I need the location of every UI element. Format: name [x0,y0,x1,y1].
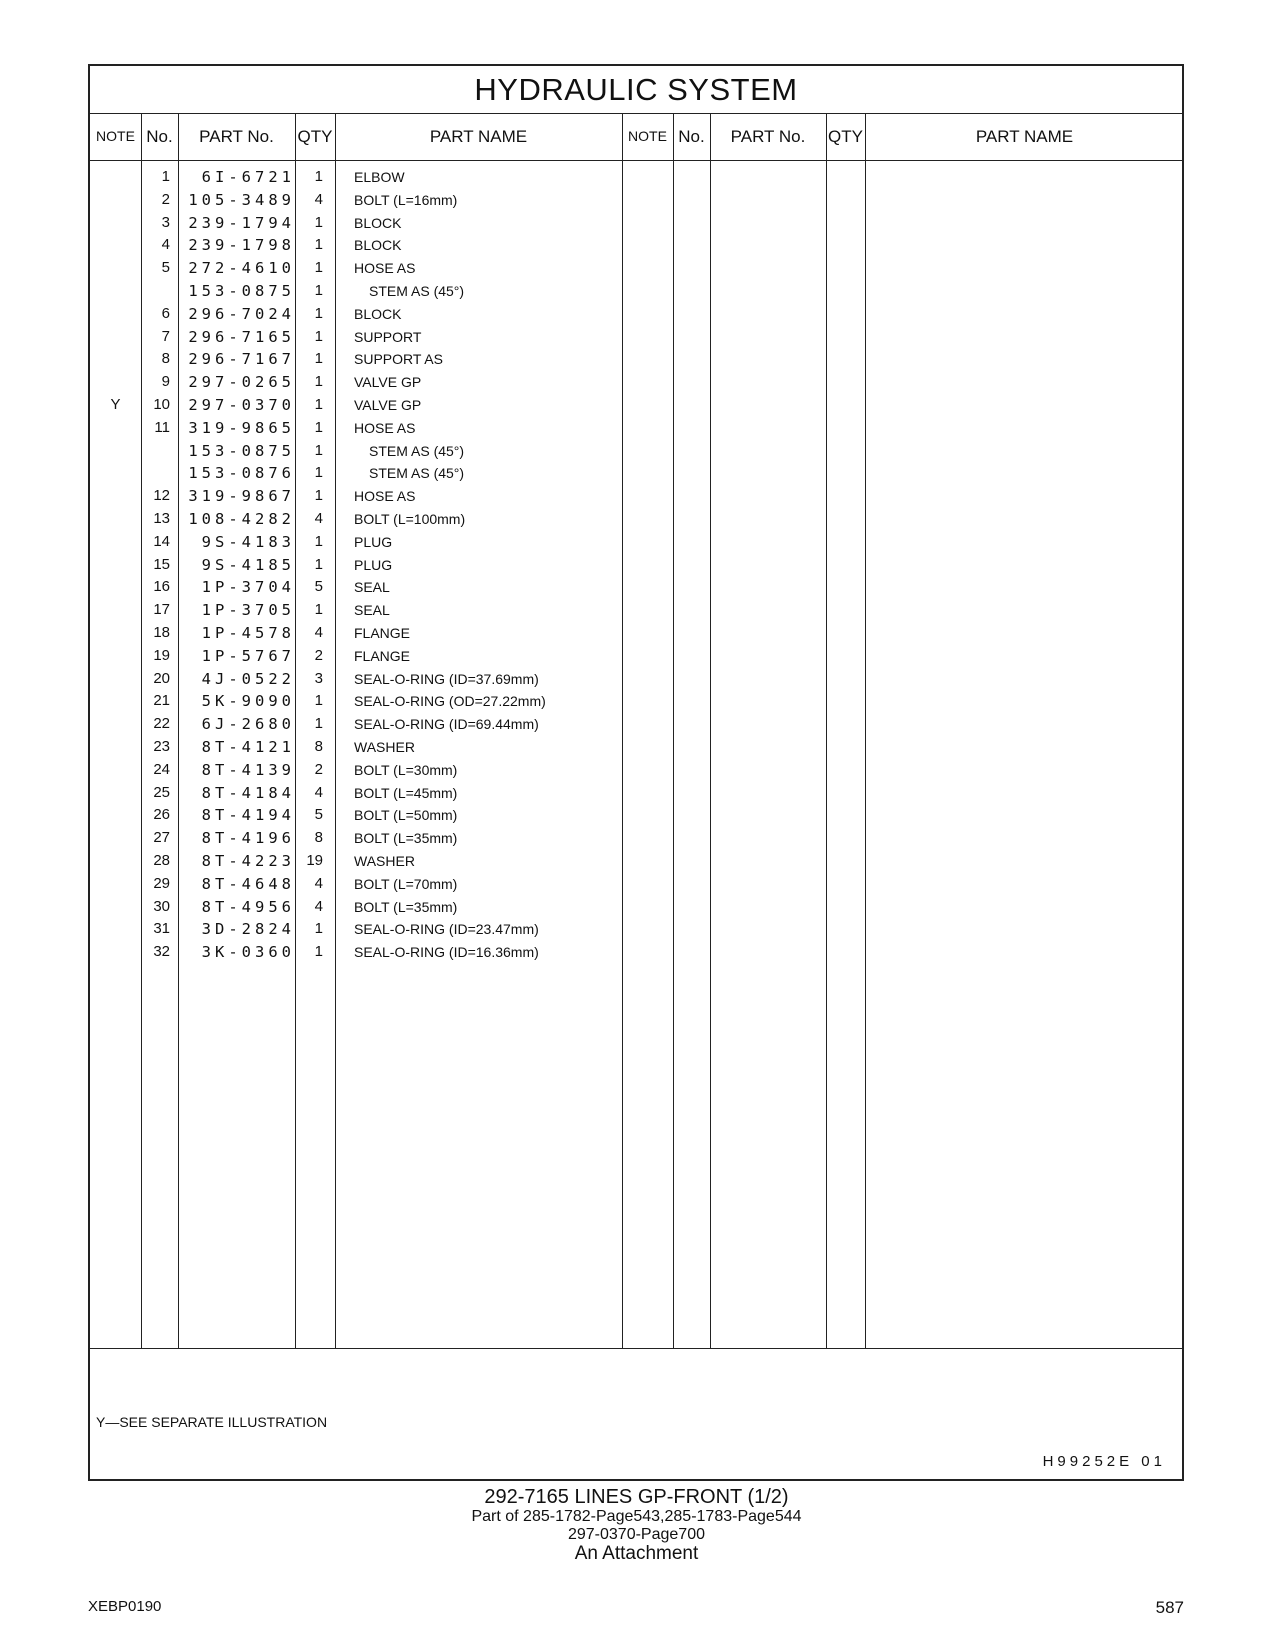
row-part-name: HOSE AS [354,260,416,277]
table-row [90,417,1182,440]
table-row [90,782,1182,805]
row-part-number: 8T-4956 [201,897,295,916]
row-part-name: STEM AS (45°) [369,465,465,482]
row-part-number: 239-1798 [188,236,295,255]
row-quantity: 1 [314,168,323,185]
row-note [90,189,141,212]
row-quantity: 1 [314,692,323,710]
table-row [90,599,1182,622]
row-note [90,371,141,394]
table-row [90,690,1182,713]
table-row [90,941,1182,964]
table-row [90,462,1182,485]
row-number: 29 [153,874,170,892]
row-note [90,417,141,440]
row-quantity: 1 [314,304,323,322]
row-part-name: BOLT (L=70mm) [354,875,458,892]
row-quantity: 8 [314,829,323,847]
row-note [90,166,141,189]
table-row [90,804,1182,827]
row-part-name: ELBOW [354,169,405,185]
row-number: 11 [154,418,170,436]
row-number: 5 [161,259,170,277]
row-part-name: BOLT (L=50mm) [354,807,458,824]
caption-part-of: Part of 285-1782-Page543,285-1783-Page544 [471,1508,802,1525]
row-part-number: 5K-9090 [201,692,295,711]
row-part-number: 8T-4648 [201,874,295,893]
row-number: 18 [153,624,170,641]
row-part-name: FLANGE [354,647,411,664]
row-part-name: BLOCK [354,305,402,322]
row-quantity: 2 [314,760,323,778]
table-row [90,234,1182,257]
row-number: 19 [153,646,170,664]
section-title: HYDRAULIC SYSTEM [474,72,798,107]
document-id: XEBP0190 [88,1598,162,1615]
row-number: 12 [153,487,170,505]
row-part-number: 9S-4185 [201,555,295,574]
row-note [90,326,141,349]
row-part-number: 296-7024 [188,304,295,323]
row-quantity: 1 [314,943,323,961]
row-number: 3 [161,213,170,231]
row-note: Y [110,396,121,413]
row-part-number: 319-9867 [188,487,295,506]
row-quantity: 1 [314,715,323,733]
header-qty-right: QTY [828,127,863,146]
footer-divider [90,1348,1182,1349]
row-note [90,918,141,941]
row-note [90,827,141,850]
table-row [90,736,1182,759]
row-note [90,873,141,896]
row-part-name: SEAL-O-RING (ID=23.47mm) [354,921,539,938]
row-note [90,440,141,463]
row-part-name: WASHER [354,853,415,869]
row-quantity: 1 [314,213,323,231]
row-number: 24 [153,760,170,778]
row-quantity: 4 [314,624,323,641]
table-row [90,873,1182,896]
row-part-number: 153-0876 [188,464,295,483]
row-note [90,234,141,257]
table-row [90,554,1182,577]
row-quantity: 2 [314,646,323,664]
row-number: 6 [161,304,170,322]
header-divider [90,160,1182,161]
row-part-number: 8T-4139 [201,760,295,779]
row-quantity: 19 [306,852,323,869]
row-quantity: 1 [314,259,323,277]
row-quantity: 1 [314,373,323,391]
row-part-name: BOLT (L=45mm) [354,784,458,801]
row-note [90,896,141,919]
header-note-right: NOTE [628,128,667,144]
row-number: 9 [161,373,170,391]
row-part-name: SEAL-O-RING (OD=27.22mm) [354,693,546,710]
row-part-name: BOLT (L=100mm) [354,511,466,527]
table-row [90,166,1182,189]
row-note [90,804,141,827]
caption-title: 292-7165 LINES GP-FRONT (1/2) [484,1486,789,1508]
row-note [90,713,141,736]
caption-page-ref: 297-0370-Page700 [567,1526,705,1543]
row-note [90,690,141,713]
header-part-name: PART NAME [429,127,528,146]
table-row [90,531,1182,554]
row-part-name: BLOCK [354,214,402,231]
footnote: Y—SEE SEPARATE ILLUSTRATION [96,1414,328,1430]
row-part-name: HOSE AS [354,488,416,505]
row-quantity: 1 [314,282,323,299]
row-part-name: SUPPORT AS [354,351,443,368]
row-quantity: 4 [314,190,323,208]
row-number: 10 [153,396,170,413]
row-note [90,782,141,805]
header-qty: QTY [297,127,333,146]
page-number: 587 [1155,1598,1184,1617]
row-quantity: 1 [314,920,323,938]
row-number: 15 [153,555,170,573]
row-number: 14 [153,532,170,550]
row-part-name: PLUG [354,533,393,550]
row-part-name: SEAL [354,602,390,619]
row-number: 27 [153,829,170,847]
row-part-number: 153-0875 [188,282,295,300]
row-note [90,645,141,668]
row-part-number: 319-9865 [188,418,295,437]
row-part-name: BOLT (L=35mm) [354,898,458,915]
row-quantity: 4 [314,897,323,915]
row-part-name: STEM AS (45°) [369,442,465,459]
row-part-number: 105-3489 [188,190,295,209]
table-row [90,348,1182,371]
row-part-number: 8T-4196 [201,829,295,848]
row-quantity: 1 [314,350,323,368]
table-row [90,622,1182,645]
row-note [90,348,141,371]
row-part-number: 153-0875 [188,441,295,460]
row-quantity: 1 [314,441,323,459]
row-number: 13 [153,510,170,527]
row-quantity: 5 [314,806,323,824]
table-row [90,850,1182,873]
row-quantity: 4 [314,874,323,892]
row-part-name: SEAL-O-RING (ID=69.44mm) [354,716,539,733]
table-row [90,257,1182,280]
row-quantity: 1 [314,236,323,254]
row-number: 21 [153,692,170,710]
row-note [90,280,141,303]
row-number: 7 [161,327,170,345]
row-note [90,508,141,531]
row-note [90,850,141,873]
header-part-name-right: PART NAME [975,127,1074,146]
row-number: 28 [153,852,170,869]
row-part-name: PLUG [354,556,393,573]
row-number [141,280,170,303]
row-note [90,303,141,326]
row-note [90,599,141,622]
row-number: 31 [153,920,170,938]
row-part-number: 4J-0522 [201,669,295,688]
row-note [90,257,141,280]
table-row [90,896,1182,919]
row-part-number: 1P-3704 [201,578,295,597]
row-number: 4 [161,236,170,254]
row-part-number: 296-7165 [188,327,295,346]
row-part-name: BOLT (L=16mm) [354,191,458,208]
row-part-number: 8T-4223 [201,852,295,870]
header-no-right: No. [678,127,705,146]
row-number: 23 [153,738,170,755]
row-part-name: BLOCK [354,237,402,254]
table-row [90,280,1182,303]
row-part-name: SEAL [354,579,390,596]
row-note [90,941,141,964]
row-note [90,554,141,577]
row-part-name: SEAL-O-RING (ID=16.36mm) [354,944,539,961]
row-number: 2 [161,190,170,208]
table-row [90,668,1182,691]
row-number [141,440,170,463]
row-part-number: 296-7167 [188,350,295,369]
header-part-no-right: PART No. [730,127,806,146]
row-part-number: 239-1794 [188,213,295,232]
table-row [90,508,1182,531]
row-quantity: 4 [314,510,323,527]
row-note [90,576,141,599]
row-number: 22 [153,715,170,733]
table-row [90,576,1182,599]
row-part-number: 3K-0360 [201,943,295,962]
row-quantity: 1 [314,396,323,413]
row-part-number: 108-4282 [188,510,295,528]
row-quantity: 3 [314,669,323,687]
row-part-number: 6I-6721 [201,168,295,186]
table-row [90,303,1182,326]
row-part-number: 272-4610 [188,259,295,278]
row-part-name: BOLT (L=35mm) [354,830,458,847]
row-part-name: STEM AS (45°) [369,283,465,299]
row-note [90,531,141,554]
row-part-number: 1P-3705 [201,601,295,620]
header-no: No. [146,127,173,146]
row-quantity: 5 [314,578,323,596]
row-note [90,622,141,645]
row-part-name: WASHER [354,739,415,755]
row-part-number: 1P-5767 [201,646,295,665]
row-quantity: 1 [314,601,323,619]
row-part-name: HOSE AS [354,419,416,436]
row-note [90,462,141,485]
table-row [90,918,1182,941]
row-quantity: 1 [314,464,323,482]
row-number: 25 [153,783,170,801]
table-row [90,713,1182,736]
row-number: 20 [153,669,170,687]
row-quantity: 1 [314,487,323,505]
caption-attachment: An Attachment [574,1543,699,1564]
table-row [90,440,1182,463]
row-note [90,212,141,235]
table-row [90,326,1182,349]
row-part-name: VALVE GP [354,397,422,413]
row-note [90,668,141,691]
row-part-name: VALVE GP [354,374,422,391]
row-quantity: 4 [314,783,323,801]
row-quantity: 1 [314,327,323,345]
table-row [90,759,1182,782]
table-row [90,371,1182,394]
table-row [90,645,1182,668]
header-note: NOTE [96,128,135,144]
table-row [90,827,1182,850]
row-note [90,485,141,508]
row-number: 16 [153,578,170,596]
table-row [90,485,1182,508]
row-number [141,462,170,485]
row-part-number: 1P-4578 [201,624,295,642]
row-number: 1 [161,168,170,185]
row-part-number: 8T-4184 [201,783,295,802]
row-part-number: 8T-4121 [201,738,295,756]
row-note [90,759,141,782]
row-part-number: 6J-2680 [201,715,295,734]
row-part-number: 9S-4183 [201,532,295,551]
parts-table-frame [88,64,1184,1481]
table-row [90,394,1182,417]
row-quantity: 1 [314,555,323,573]
table-row [90,189,1182,212]
row-note [90,736,141,759]
row-number: 17 [153,601,170,619]
row-part-number: 8T-4194 [201,806,295,825]
row-number: 8 [161,350,170,368]
row-part-name: SEAL-O-RING (ID=37.69mm) [354,670,539,687]
row-part-number: 3D-2824 [201,920,295,939]
row-part-name: BOLT (L=30mm) [354,761,458,778]
row-number: 32 [153,943,170,961]
header-part-no: PART No. [199,127,274,146]
row-number: 30 [153,897,170,915]
illustration-code: H99252E 01 [1042,1453,1166,1470]
table-row [90,212,1182,235]
row-part-number: 297-0370 [188,396,295,414]
row-part-name: SUPPORT [354,328,422,345]
row-quantity: 8 [314,738,323,755]
row-part-number: 297-0265 [188,373,295,392]
row-number: 26 [153,806,170,824]
row-quantity: 1 [314,532,323,550]
row-quantity: 1 [314,418,323,436]
row-part-name: FLANGE [354,625,411,641]
